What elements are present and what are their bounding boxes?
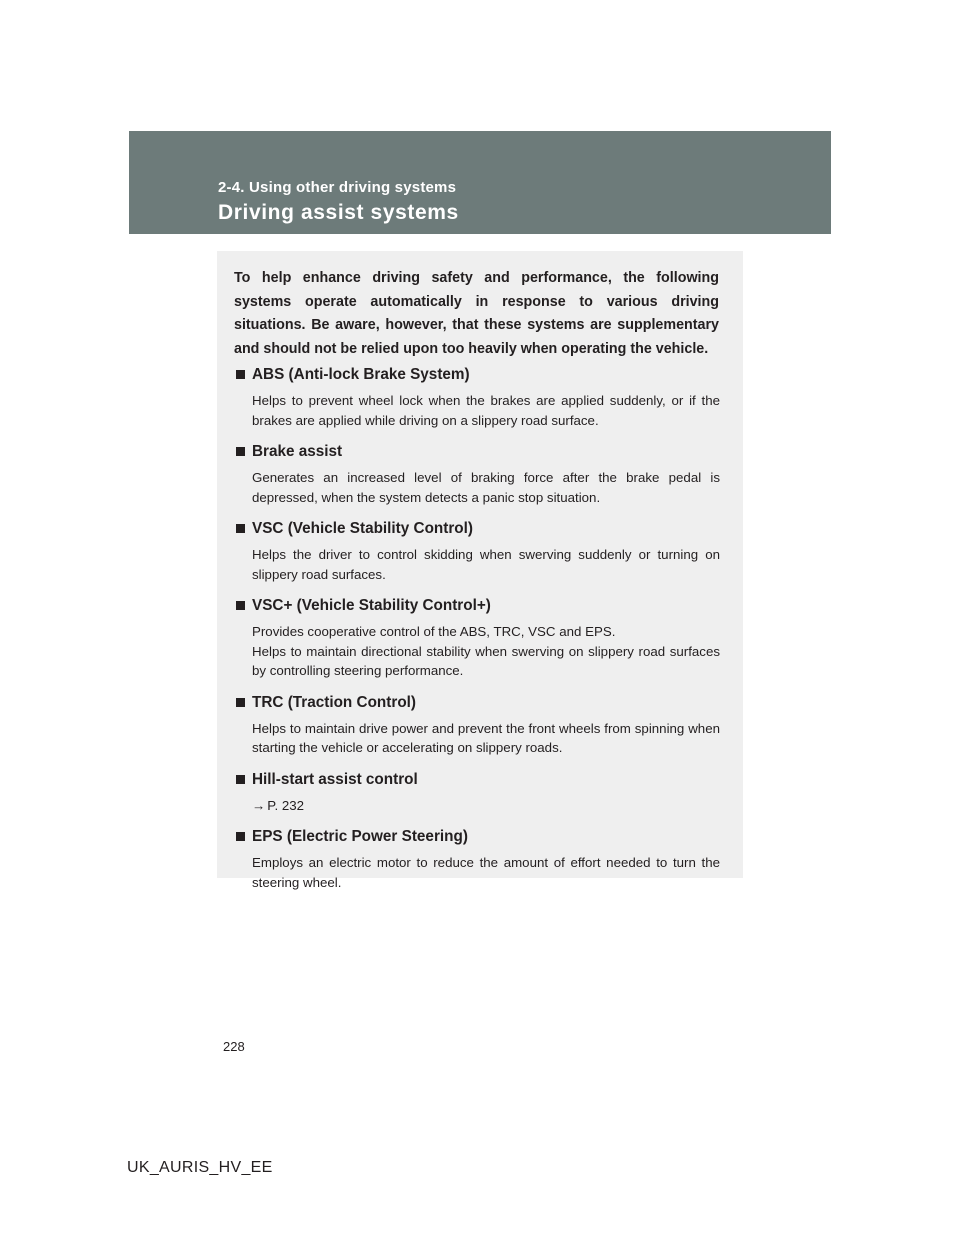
- square-bullet-icon: [236, 370, 245, 379]
- feature-title: [236, 693, 720, 713]
- feature-description: Employs an electric motor to reduce the amount of effort needed to turn the steering wheel.: [252, 855, 720, 890]
- square-bullet-icon: [236, 775, 245, 784]
- feature-vsc: [236, 519, 720, 584]
- feature-eps: [236, 827, 720, 892]
- feature-title-text: ABS (Anti-lock Brake System): [252, 366, 470, 383]
- feature-title: [236, 365, 720, 385]
- feature-title: [236, 827, 720, 847]
- feature-description: Generates an increased level of braking force after the brake pedal is depressed, when the system detects a panic stop situation.: [252, 470, 720, 505]
- content-box: [217, 251, 743, 890]
- page-title: Driving assist systems: [218, 201, 459, 224]
- feature-title: [236, 442, 720, 462]
- feature-brake-assist: [236, 442, 720, 507]
- square-bullet-icon: [236, 601, 245, 610]
- feature-title: [236, 596, 720, 616]
- feature-title-text: VSC (Vehicle Stability Control): [252, 520, 473, 537]
- section-label: 2-4. Using other driving systems: [218, 179, 457, 196]
- arrow-right-icon: →: [252, 797, 266, 813]
- feature-description: Helps to prevent wheel lock when the brakes are applied suddenly, or if the brakes are applied while driving on a slippery road surface.: [252, 393, 720, 428]
- feature-vsc-plus: [236, 596, 720, 681]
- feature-title-text: VSC+ (Vehicle Stability Control+): [252, 597, 491, 614]
- feature-title: [236, 519, 720, 539]
- square-bullet-icon: [236, 832, 245, 841]
- feature-title-text: EPS (Electric Power Steering): [252, 828, 468, 845]
- page-reference-link[interactable]: [252, 796, 720, 816]
- section-header-band: [129, 131, 831, 234]
- document-code: UK_AURIS_HV_EE: [127, 1159, 273, 1176]
- feature-hill-start-assist: [236, 770, 720, 816]
- intro-paragraph: To help enhance driving safety and performance, the following systems operate automatically in response to various driving situations. Be aware, however, that these systems are supplementary and should not be relied upon too heavily when operating the vehicle.: [234, 270, 719, 357]
- feature-abs: [236, 365, 720, 430]
- feature-title: [236, 770, 720, 790]
- feature-description-extra: Helps to maintain directional stability when swerving on slippery road surfaces by controlling steering performance.: [252, 643, 720, 678]
- feature-description: Helps the driver to control skidding when swerving suddenly or turning on slippery road surfaces.: [252, 547, 720, 582]
- feature-title-text: Brake assist: [252, 443, 343, 460]
- feature-trc: [236, 693, 720, 758]
- feature-list: [236, 365, 720, 904]
- feature-description: Provides cooperative control of the ABS, TRC, VSC and EPS.: [252, 624, 616, 639]
- feature-description: Helps to maintain drive power and prevent the front wheels from spinning when starting the vehicle or accelerating on slippery roads.: [252, 720, 720, 755]
- feature-title-text: TRC (Traction Control): [252, 693, 417, 711]
- feature-title-text: Hill-start assist control: [252, 770, 418, 788]
- square-bullet-icon: [236, 447, 245, 456]
- square-bullet-icon: [236, 698, 245, 707]
- page-number: 228: [223, 1039, 245, 1054]
- page-reference-text: P. 232: [267, 797, 305, 813]
- square-bullet-icon: [236, 524, 245, 533]
